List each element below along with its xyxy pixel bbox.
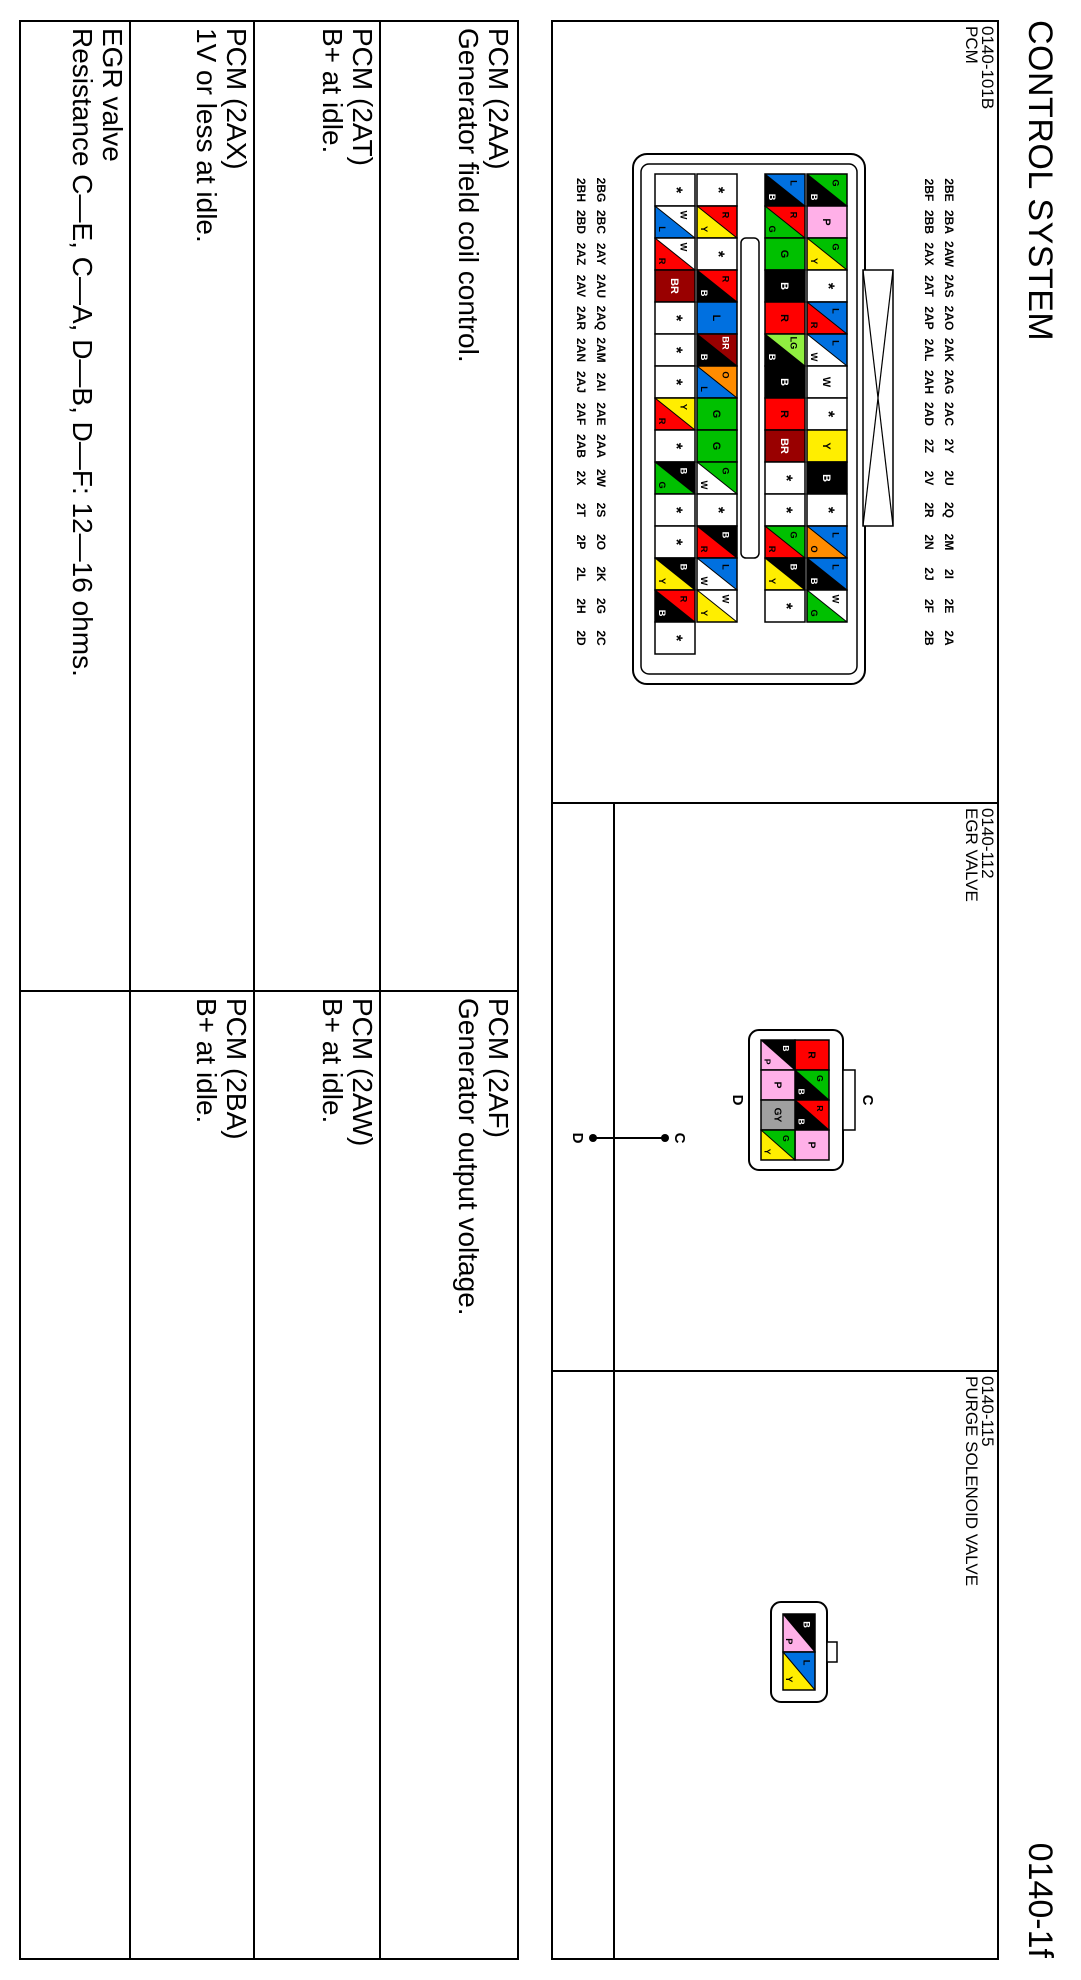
wire-color-label: Y — [699, 225, 709, 233]
spec-title: PCM (2AF) — [483, 998, 514, 1138]
pcm-wire-cell — [655, 558, 695, 590]
spec-detail: Generator output voltage. — [453, 998, 484, 1316]
wire-color-label: L — [830, 340, 841, 346]
wire-color-label: L — [710, 314, 723, 322]
wire-color-label: W — [678, 242, 689, 252]
wire-color-label: Y — [762, 1148, 773, 1155]
egr-wire-cell — [761, 1130, 795, 1160]
spec-cell — [191, 998, 251, 1140]
pin-label: 2J — [922, 567, 936, 581]
pin-label: 2BD — [574, 209, 588, 235]
pcm-wire-cell — [765, 174, 805, 206]
wire-color-label: BR — [778, 438, 791, 454]
wire-color-label: B — [820, 474, 833, 482]
pcm-wire-cell — [655, 334, 695, 366]
pcm-wire-cell — [765, 398, 805, 430]
wire-color-label: P — [762, 1058, 773, 1065]
egr-symbol-label-d: D — [569, 1132, 586, 1144]
pin-label: 2AJ — [574, 370, 588, 394]
wire-color-label: B — [809, 577, 819, 585]
wire-color-label: G — [657, 481, 667, 489]
pcm-wire-cell — [807, 238, 847, 270]
pin-label: 2X — [574, 470, 588, 486]
purge-wire-cell — [783, 1652, 815, 1690]
spec-table-divider — [21, 990, 517, 992]
pin-label: 2AK — [942, 337, 956, 363]
wire-color-label: B — [778, 282, 791, 290]
pin-label: 2AZ — [574, 242, 588, 266]
wire-color-label: L — [657, 226, 667, 232]
pin-label: 2T — [574, 502, 588, 518]
pin-label: 2E — [942, 598, 956, 614]
pcm-wire-cell — [655, 206, 695, 238]
pcm-wire-cell — [697, 430, 737, 462]
pcm-wire-cell — [807, 206, 847, 238]
pcm-wire-cell — [807, 174, 847, 206]
wire-color-label: B — [720, 531, 731, 539]
wire-color-label: * — [819, 410, 838, 418]
pin-label: 2AF — [574, 402, 588, 426]
pcm-wire-cell — [655, 590, 695, 622]
pcm-wire-cell — [697, 366, 737, 398]
pin-label: 2O — [594, 533, 608, 551]
pcm-wire-cell — [697, 590, 737, 622]
pcm-wire-cell — [697, 238, 737, 270]
wire-color-label: B — [699, 289, 709, 297]
wire-color-label: W — [820, 376, 833, 388]
pin-label: 2AG — [942, 369, 956, 395]
wire-color-label: G — [814, 1075, 825, 1082]
pin-label: 2AR — [574, 305, 588, 331]
wire-color-label: LG — [788, 336, 799, 350]
pin-label: 2AS — [942, 274, 956, 298]
pcm-wire-cell — [655, 494, 695, 526]
pcm-wire-cell — [697, 398, 737, 430]
wire-color-label: R — [778, 410, 791, 418]
spec-row-rule-3 — [129, 22, 131, 1958]
wire-color-label: O — [720, 371, 731, 379]
pcm-wire-cell — [765, 206, 805, 238]
pcm-wire-cell — [807, 462, 847, 494]
pin-label: 2I — [942, 568, 956, 580]
pin-label: 2A — [942, 630, 956, 646]
purge-wire-cell — [783, 1614, 815, 1652]
purge-connector-code: 0140-115 — [978, 1376, 997, 1447]
wire-color-label: * — [667, 538, 686, 546]
pin-label-d: D — [729, 1094, 746, 1106]
egr-connector-diagram — [553, 802, 997, 1370]
pcm-wire-cell — [655, 302, 695, 334]
spec-title: PCM (2BA) — [221, 998, 252, 1140]
pin-label: 2D — [574, 630, 588, 646]
spec-title: PCM (2AA) — [483, 28, 514, 170]
pcm-wire-cell — [807, 302, 847, 334]
egr-wire-cell — [795, 1040, 829, 1070]
spec-cell — [67, 28, 127, 677]
spec-row-rule-1 — [379, 22, 381, 1958]
pcm-wire-cell — [765, 526, 805, 558]
spec-row-rule-2 — [253, 22, 255, 1958]
wire-color-label: Y — [657, 577, 667, 585]
egr-connector-code: 0140-112 — [978, 808, 997, 879]
pin-label: 2U — [942, 470, 956, 486]
spec-cell — [317, 998, 377, 1146]
wire-color-label: W — [678, 210, 689, 220]
pin-label: 2BG — [594, 177, 608, 203]
wire-color-label: Y — [809, 257, 819, 265]
pcm-connector-name: PCM — [962, 26, 981, 64]
spec-detail: B+ at idle. — [191, 998, 222, 1124]
wire-color-label: L — [830, 308, 841, 314]
wire-color-label: * — [777, 602, 796, 610]
pcm-wire-cell — [697, 174, 737, 206]
egr-coil-terminal — [589, 1134, 597, 1142]
wire-color-label: L — [830, 564, 841, 570]
purge-connector-diagram — [553, 1370, 997, 1958]
spec-cell — [191, 28, 251, 243]
wire-color-label: * — [667, 378, 686, 386]
pin-label: 2V — [922, 470, 936, 486]
wire-color-label: Y — [767, 577, 777, 585]
pin-label: 2AW — [942, 240, 956, 268]
wire-color-label: G — [788, 531, 799, 539]
connector-frame — [551, 20, 999, 1960]
spec-cell — [453, 28, 513, 363]
housing-center-slot — [741, 238, 759, 558]
pcm-wire-cell — [697, 526, 737, 558]
pcm-wire-cell — [807, 334, 847, 366]
wire-color-label: B — [809, 193, 819, 201]
wire-color-label: B — [788, 563, 799, 571]
pcm-wire-cell — [765, 462, 805, 494]
pcm-wire-cell — [807, 526, 847, 558]
pcm-wire-cell — [807, 558, 847, 590]
wire-color-label: P — [805, 1141, 817, 1149]
pin-label: 2AP — [922, 306, 936, 330]
wire-color-label: * — [709, 506, 728, 514]
pin-label: 2B — [922, 630, 936, 646]
spec-title: EGR valve — [97, 28, 128, 162]
pcm-wire-cell — [765, 430, 805, 462]
pin-label: 2AT — [922, 275, 936, 297]
egr-coil-terminal — [661, 1134, 669, 1142]
wire-color-label: G — [710, 409, 723, 419]
wire-color-label: R — [814, 1105, 825, 1112]
wire-color-label: R — [809, 321, 819, 329]
spec-table — [19, 20, 519, 1960]
pcm-wire-cell — [765, 366, 805, 398]
pcm-wire-cell — [655, 270, 695, 302]
pcm-wire-cell — [697, 302, 737, 334]
pin-label: 2S — [594, 502, 608, 518]
pin-label: 2F — [922, 598, 936, 614]
purge-lock-tab — [827, 1642, 837, 1662]
wire-color-label: G — [830, 179, 841, 187]
pin-label: 2R — [922, 502, 936, 518]
pcm-wire-cell — [655, 526, 695, 558]
wire-color-label: R — [720, 211, 731, 219]
wire-color-label: Y — [820, 442, 833, 450]
wire-color-label: R — [699, 545, 709, 553]
wire-color-label: * — [667, 346, 686, 354]
egr-lock-tab — [843, 1070, 855, 1130]
pcm-wire-cell — [655, 366, 695, 398]
wire-color-label: * — [667, 186, 686, 194]
spec-title: PCM (2AT) — [347, 28, 378, 166]
wire-color-label: L — [720, 564, 731, 570]
pin-label: 2L — [574, 566, 588, 582]
wire-color-label: R — [805, 1051, 817, 1059]
pin-label: 2AX — [922, 242, 936, 266]
pin-label: 2BA — [942, 209, 956, 235]
egr-wire-cell — [761, 1040, 795, 1070]
pcm-wire-cell — [807, 590, 847, 622]
egr-wire-cell — [795, 1070, 829, 1100]
pin-label: 2AO — [942, 305, 956, 331]
pin-label: 2AI — [594, 372, 608, 392]
pin-label: 2AA — [594, 433, 608, 459]
wire-color-label: G — [720, 467, 731, 475]
egr-wire-cell — [761, 1070, 795, 1100]
wire-color-label: G — [778, 249, 791, 259]
pcm-wire-cell — [765, 494, 805, 526]
pin-label: 2BE — [942, 178, 956, 202]
pcm-wire-cell — [807, 366, 847, 398]
wire-color-label: GY — [771, 1107, 783, 1123]
wire-color-label: * — [709, 250, 728, 258]
pcm-wire-cell — [765, 590, 805, 622]
wire-color-label: * — [667, 314, 686, 322]
wire-color-label: L — [830, 532, 841, 538]
page-title: CONTROL SYSTEM — [1021, 20, 1059, 342]
pcm-wire-cell — [765, 270, 805, 302]
pin-label: 2G — [594, 597, 608, 615]
wire-color-label: B — [678, 467, 689, 475]
egr-wire-cell — [761, 1100, 795, 1130]
wire-color-label: G — [710, 441, 723, 451]
wire-color-label: L — [801, 1659, 812, 1666]
wire-color-label: L — [788, 180, 799, 186]
wire-color-label: W — [809, 352, 819, 362]
wire-color-label: B — [801, 1621, 812, 1628]
pcm-wire-cell — [765, 334, 805, 366]
pin-label: 2BC — [594, 209, 608, 235]
pin-label: 2BB — [922, 209, 936, 235]
pin-label: 2Y — [942, 438, 956, 454]
pin-label: 2AD — [922, 401, 936, 427]
wire-color-label: Y — [784, 1676, 795, 1683]
wire-color-label: * — [777, 474, 796, 482]
wire-color-label: * — [667, 442, 686, 450]
pcm-wire-cell — [655, 430, 695, 462]
wire-color-label: O — [809, 545, 819, 553]
pcm-wire-cell — [765, 302, 805, 334]
pcm-wire-cell — [655, 622, 695, 654]
pcm-wire-cell — [697, 270, 737, 302]
wire-color-label: BR — [720, 336, 731, 350]
pcm-wire-cell — [765, 558, 805, 590]
wire-color-label: B — [796, 1118, 807, 1125]
pcm-wire-cell — [655, 398, 695, 430]
wire-color-label: G — [830, 243, 841, 251]
pin-label: 2AU — [594, 273, 608, 299]
pin-label: 2AE — [594, 402, 608, 426]
egr-wire-cells — [761, 1040, 829, 1160]
pin-label: 2C — [594, 630, 608, 646]
pin-label: 2AB — [574, 433, 588, 459]
wire-color-label: W — [830, 594, 841, 604]
pin-label: 2H — [574, 598, 588, 614]
pcm-connector-diagram — [553, 22, 997, 802]
wire-color-label: Y — [678, 403, 689, 411]
wire-color-label: B — [657, 609, 667, 617]
wire-color-label: * — [819, 506, 838, 514]
pin-label: 2AN — [574, 337, 588, 363]
wire-color-label: W — [699, 576, 709, 586]
purge-connector-name: PURGE SOLENOID VALVE — [962, 1376, 981, 1587]
wire-color-label: R — [678, 595, 689, 603]
pin-label: 2AC — [942, 401, 956, 427]
pcm-wire-cell — [697, 462, 737, 494]
pcm-wire-cell — [765, 238, 805, 270]
wire-color-label: B — [678, 563, 689, 571]
pin-label: 2Z — [922, 438, 936, 454]
egr-coil-symbol — [569, 1133, 688, 1144]
pin-label: 2BH — [574, 177, 588, 203]
pcm-wire-cell — [697, 494, 737, 526]
spec-detail: Resistance C—E, C—A, D—B, D—F: 12—16 ohms. — [67, 28, 98, 677]
wire-color-label: R — [767, 545, 777, 553]
spec-detail: 1V or less at idle. — [191, 28, 222, 243]
pcm-connector-code: 0140-101B — [978, 26, 997, 110]
pin-label: 2AM — [594, 337, 608, 363]
pin-label: 2AV — [574, 274, 588, 298]
wire-color-label: G — [809, 609, 819, 617]
pcm-wire-cell — [697, 206, 737, 238]
wire-color-label: W — [720, 594, 731, 604]
egr-connector-name: EGR VALVE — [962, 808, 981, 902]
egr-wire-cell — [795, 1130, 829, 1160]
pin-label: 2P — [574, 534, 588, 550]
pin-label: 2AQ — [594, 305, 608, 331]
pin-label: 2AL — [922, 338, 936, 362]
wire-color-label: * — [667, 634, 686, 642]
spec-detail: B+ at idle. — [317, 28, 348, 154]
wire-color-label: B — [780, 1045, 791, 1052]
wire-color-label: L — [699, 386, 709, 392]
wire-color-label: B — [699, 353, 709, 361]
wire-color-label: BR — [668, 278, 681, 294]
pcm-wire-cell — [807, 494, 847, 526]
spec-title: PCM (2AW) — [347, 998, 378, 1147]
pin-label: 2Q — [942, 501, 956, 519]
spec-title: PCM (2AX) — [221, 28, 252, 170]
egr-symbol-label-c: C — [671, 1132, 688, 1144]
wire-color-label: B — [796, 1088, 807, 1095]
wire-color-label: * — [709, 186, 728, 194]
wire-color-label: B — [767, 353, 777, 361]
pin-label: 2AH — [922, 369, 936, 395]
pin-label-c: C — [859, 1094, 876, 1106]
pcm-wire-cell — [807, 430, 847, 462]
pcm-wire-cell — [697, 334, 737, 366]
pin-label: 2K — [594, 566, 608, 582]
wire-color-label: P — [820, 218, 833, 226]
wire-color-label: R — [778, 314, 791, 322]
pin-label: 2AY — [594, 242, 608, 266]
pin-label: 2N — [922, 534, 936, 550]
wire-color-label: * — [777, 506, 796, 514]
pcm-wire-cell — [697, 558, 737, 590]
egr-wire-cell — [795, 1100, 829, 1130]
spec-detail: Generator field coil control. — [453, 28, 484, 363]
wire-color-label: G — [767, 225, 777, 233]
wire-color-label: * — [667, 506, 686, 514]
wire-color-label: G — [780, 1135, 791, 1142]
pcm-wire-cell — [655, 238, 695, 270]
wire-color-label: B — [778, 378, 791, 386]
wire-color-label: R — [720, 275, 731, 283]
pcm-wire-cell — [807, 398, 847, 430]
spec-cell — [317, 28, 377, 166]
wire-color-label: P — [784, 1638, 795, 1645]
pin-label: 2BF — [922, 178, 936, 202]
pcm-wire-cell — [655, 174, 695, 206]
pin-label: 2W — [594, 469, 608, 487]
pin-label: 2M — [942, 533, 956, 551]
pcm-wire-cell — [807, 270, 847, 302]
spec-detail: B+ at idle. — [317, 998, 348, 1124]
wire-color-label: * — [819, 282, 838, 290]
wire-color-label: R — [788, 211, 799, 219]
purge-wire-cells — [783, 1614, 815, 1690]
wire-color-label: B — [767, 193, 777, 201]
wire-color-label: R — [657, 257, 667, 265]
wire-color-label: P — [771, 1081, 783, 1089]
pcm-wire-cell — [655, 462, 695, 494]
page-number: 0140-1f — [1021, 1842, 1059, 1958]
wire-color-label: W — [699, 480, 709, 490]
wire-color-label: R — [657, 417, 667, 425]
spec-cell — [453, 998, 513, 1316]
wire-color-label: Y — [699, 609, 709, 617]
